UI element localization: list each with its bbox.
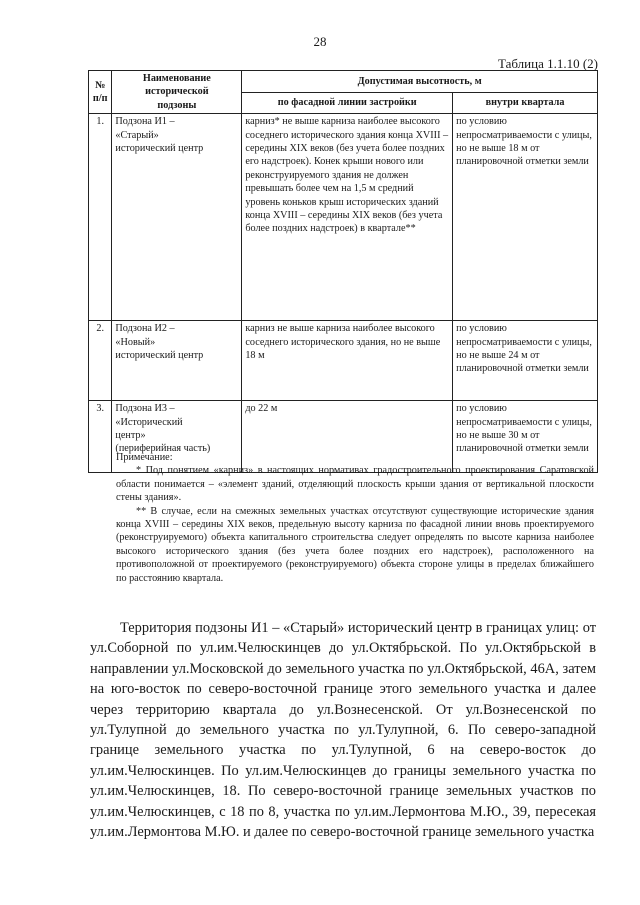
table-caption: Таблица 1.1.10 (2) bbox=[497, 56, 598, 71]
row-inner-height: по условию непросматриваемости с улицы, но не выше 30 м от планировочной отметки земли bbox=[453, 401, 598, 473]
row-subzone-name: Подзона И3 – «Исторический центр» (периферийная часть) bbox=[112, 401, 242, 473]
header-height-group: Допустимая высотность, м bbox=[242, 71, 598, 93]
row-num: 2. bbox=[89, 321, 112, 401]
row-facade-height: до 22 м bbox=[242, 401, 453, 473]
row-facade-height: карниз* не выше карниза наиболее высокого соседнего исторического здания конца XVIII – середины XIX веков (без учета более поздних его надстроек). Конек крыши нового или реконструируемого здания не должен превышать более чем на 1,5 м средний уровень коньков крыш исторических зданий конца XVIII – середины XIX веков (без учета более поздних надстроек) в квартале** bbox=[242, 114, 453, 321]
body-paragraph: Территория подзоны И1 – «Старый» исторический центр в границах улиц: от ул.Соборной по ул.им.Челюскинцев до ул.Октябрьской. По ул.Октябрьской в направлении ул.Московской до земельного участка по ул.Октябрьской, 46А, затем на юго-восток по северо-восточной границе этого земельного участка и далее через территорию квартала до ул.Вознесенской. От ул.Вознесенской по ул.Тулупной до земельного участка по ул.Тулупной, 6. По северо-западной границе земельного участка по ул.Тулупной, 6 на северо-восток до ул.им.Челюскинцев. По ул.им.Челюскинцев до границы земельного участка по ул.им.Челюскинцев, 18. По северо-восточной границе земельных участков по ул.им.Челюскинцев, с 18 по 8, участка по ул.им.Лермонтова М.Ю., 39, пересекая ул.им.Лермонтова М.Ю. и далее по северо-восточной границе земельного участка bbox=[90, 620, 596, 841]
page-number: 28 bbox=[313, 34, 327, 49]
table-header-row bbox=[89, 71, 598, 93]
header-num: № п/п bbox=[89, 71, 112, 114]
header-name: Наименование исторической подзоны bbox=[112, 71, 242, 114]
row-inner-height: по условию непросматриваемости с улицы, но не выше 24 м от планировочной отметки земли bbox=[453, 321, 598, 401]
row-inner-height: по условию непросматриваемости с улицы, но не выше 18 м от планировочной отметки земли bbox=[453, 114, 598, 321]
note-adjacent-plots: ** В случае, если на смежных земельных участках отсутствуют существующие исторические здания конца XVIII – середины XIX веков, предельную высоту карниза по фасадной линии вновь проектируемого (реконструируемого) объекта капитального строительства следует определять по высоте карниза наиболее высокого исторического здания (без учета более поздних его надстроек), расположенного на противоположной от проектируемого (реконструируемого) объекта стороне улицы в пределах ближайшего по расстоянию квартала. bbox=[116, 505, 594, 584]
height-norms-table bbox=[88, 70, 598, 473]
row-subzone-name: Подзона И2 – «Новый» исторический центр bbox=[112, 321, 242, 401]
row-subzone-name: Подзона И1 – «Старый» исторический центр bbox=[112, 114, 242, 321]
header-inner: внутри квартала bbox=[453, 92, 598, 114]
table-row bbox=[89, 114, 598, 321]
notes-heading: Примечание: bbox=[116, 452, 173, 463]
row-num: 3. bbox=[89, 401, 112, 473]
notes-section bbox=[116, 451, 594, 585]
header-facade: по фасадной линии застройки bbox=[242, 92, 453, 114]
note-cornice: * Под понятием «карниз» в настоящих нормативах градостроительного проектирования Саратовской области понимается – «элемент зданий, отделяющий плоскость крыши здания от вертикальной плоскости стены здания». bbox=[116, 465, 594, 504]
row-facade-height: карниз не выше карниза наиболее высокого соседнего исторического здания, но не выше 18 м bbox=[242, 321, 453, 401]
row-num: 1. bbox=[89, 114, 112, 321]
table-row bbox=[89, 321, 598, 401]
subzone-boundary-text bbox=[90, 618, 596, 842]
